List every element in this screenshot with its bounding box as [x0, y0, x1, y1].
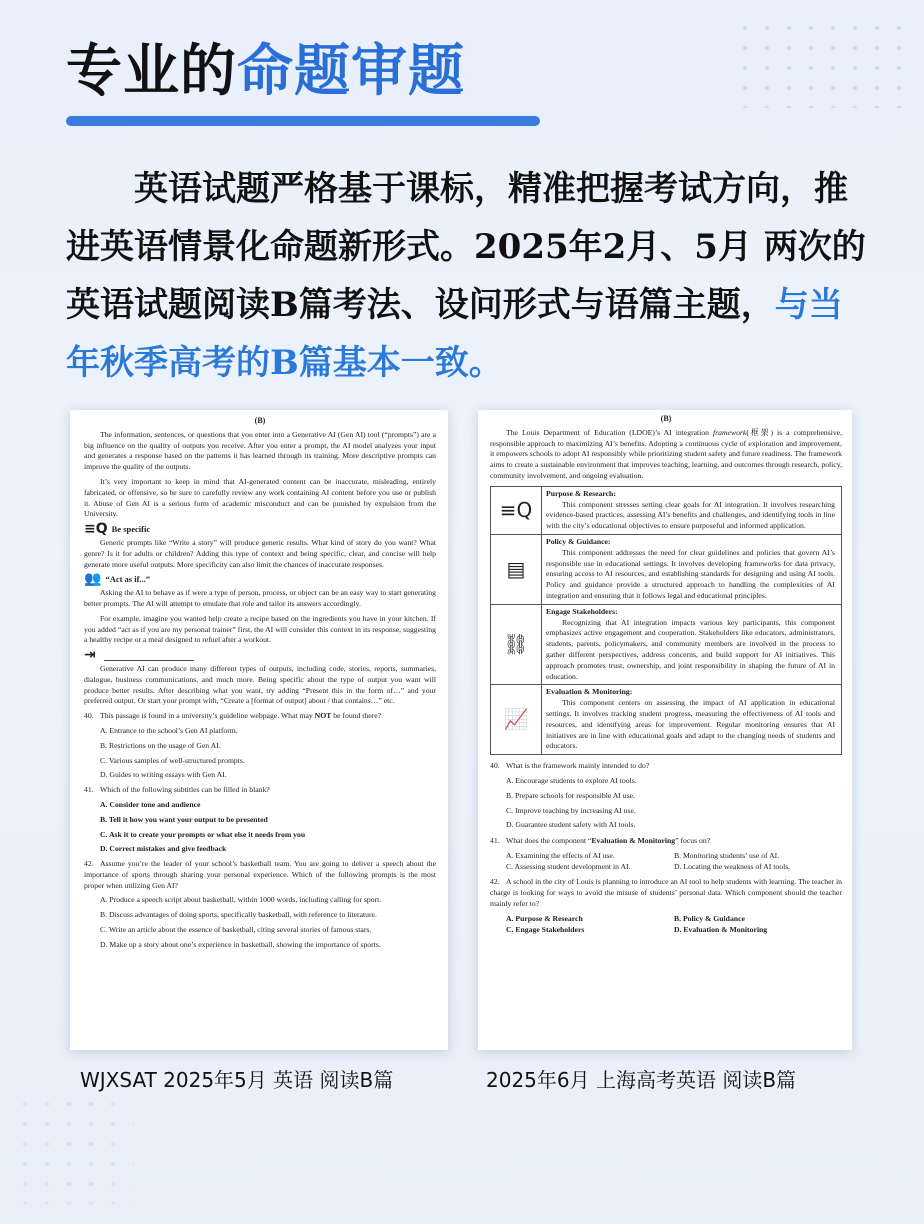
- subtitle-blank: [104, 651, 194, 661]
- export-icon: ⇥: [84, 647, 96, 664]
- title-underline: [66, 116, 540, 126]
- left-q40-opt: A. Entrance to the school’s Gen AI platform.: [100, 725, 238, 735]
- decorative-dots-bottom: [14, 1094, 134, 1204]
- title-part1: 专业的: [66, 39, 237, 104]
- left-p5: For example, imagine you wanted help create a recipe based on the ingredients you have in your kitchen. If you added “act as if you are my personal trainer” first, the AI will consider this context in its response, suggesting a healthy recipe or a meal designed to refuel after a workout.: [84, 613, 436, 645]
- left-p4: Asking the AI to behave as if were a type of person, process, or object can be an easy way to start generating better prompts. The AI will attempt to emulate that role and tailor its answers accordingly.: [84, 588, 436, 608]
- left-p6: Generative AI can produce many different types of outputs, including code, stories, reports, summaries, dialogue, business communications, and much more. Being specific about the type of output you want will produce better results. After describing what you want, try adding “Present this in the form of…” and your preferred output. Or start your prompt with, “Create a [format of output] about / that contains…” etc.: [84, 663, 436, 706]
- left-q42-opt: C. Write an article about the essence of basketball, citing several stories of famous stars.: [100, 925, 372, 935]
- left-q40-opt: B. Restrictions on the usage of Gen AI.: [100, 740, 221, 750]
- right-q41-opts: A. Examining the effects of AI use. B. Monitoring students’ use of AI.: [506, 850, 780, 860]
- left-q41: 41. Which of the following subtitles can be filled in blank?: [84, 785, 270, 795]
- left-heading: (B): [254, 416, 266, 425]
- left-q40-opt: D. Guides to writing essays with Gen AI.: [100, 770, 227, 780]
- right-q41-opts: C. Assessing student development in AI. D. Locating the weakness of AI tools.: [506, 861, 791, 871]
- left-q41-opt: B. Tell it how you want your output to be presented: [100, 814, 268, 824]
- left-sub2: [84, 571, 436, 588]
- search-list-icon: ≡Q: [84, 521, 108, 538]
- right-q40-opt: A. Encourage students to explore AI tools.: [506, 775, 637, 785]
- right-q40-opt: D. Guarantee student safety with AI tools.: [506, 820, 636, 830]
- right-exam-paper: [478, 410, 852, 1050]
- left-p2: It’s very important to keep in mind that AI-generated content can be inaccurate, misleading, entirely fabricated, or offensive, so be sure to carefully review any work containing AI content before you use or publish it. Abuse of Gen AI is a serious form of academic misconduct and can be punished by expulsion from the University.: [84, 476, 436, 519]
- left-q40: 40. This passage is found in a university’s guideline webpage. What may NOT be found there?: [84, 711, 382, 721]
- right-q42-opts: A. Purpose & Research B. Policy & Guidance: [506, 913, 745, 923]
- left-q42-opt: B. Discuss advantages of doing sports, specifically basketball, with reference to literature.: [100, 910, 377, 920]
- link-icon: ⛓: [491, 605, 542, 685]
- group-icon: 👥: [84, 571, 102, 588]
- left-q41-opt: D. Correct mistakes and give feedback: [100, 844, 227, 854]
- table-row: ⛓ Engage Stakeholders: Recognizing that AI integration impacts various key participants, this component emphasizes active engagement and cooperation. Stakeholders like educators, administrators, students, parents, policymakers, and community members are involved in the process to gather different perspectives, address concerns, and build support for AI initiatives. This approach promotes trust, ownership, and joint responsibility in shaping the future of AI in education.: [491, 604, 841, 685]
- left-q42: 42. Assume you’re the leader of your school’s basketball team. You are going to deliver a speech about the importance of sports through sharing your personal experience. Which of the following prompts is the most proper when utilizing Gen AI?: [84, 859, 436, 890]
- table-row: 📈 Evaluation & Monitoring: This component centers on assessing the impact of AI application in educational settings. It involves tracking student progress, measuring the effectiveness of AI tools and resources, and identifying areas for improvement. Regular monitoring ensures that AI initiatives are in line with educational goals and adapt to the changing needs of students and educators.: [491, 684, 841, 754]
- right-q42-opts: C. Engage Stakeholders D. Evaluation & Monitoring: [506, 924, 768, 934]
- left-sub2-text: “Act as if...”: [105, 574, 151, 585]
- right-q40-opt: C. Improve teaching by increasing AI use.: [506, 805, 636, 815]
- intro-highlight: 与当年秋季高考的B篇基本一致。: [66, 285, 843, 383]
- left-q42-opt: D. Make up a story about one’s experience in basketball, showing the importance of sports.: [100, 939, 381, 949]
- decorative-dots-top: [734, 18, 904, 108]
- table-row: ≡Q Purpose & Research: This component stresses setting clear goals for AI integration. It involves researching evidence-based practices, assessing AI’s benefits and challenges, and identifying tools in line with the city’s educational objectives to ensure purposeful and informed application.: [491, 487, 841, 534]
- right-q42: 42. A school in the city of Louis is planning to introduce an AI tool to help students with learning. The teacher in charge is looking for ways to avoid the misuse of students’ personal data. Which component should the teacher mainly refer to?: [490, 877, 842, 909]
- title-part2: 命题审题: [237, 39, 465, 104]
- left-exam-paper: [70, 410, 448, 1050]
- right-q40-opt: B. Prepare schools for responsible AI use.: [506, 790, 635, 800]
- left-p3: Generic prompts like “Write a story” will produce generic results. What kind of story do you want? What genre? Is it for adults or children? Adding this type of context and being specific, clear, and concise will help generate more useful outputs. More specificity can also limit the chances of inaccurate responses.: [84, 537, 436, 569]
- right-intro: The Louis Department of Education (LDOE)’s AI integration framework(框架) is a comprehensive, responsible approach to maximizing AI’s benefits. Adopting a continuous cycle of exploration and improvement, it empowers schools to adopt AI responsibly while prioritizing student safety and future readiness. The framework aims to create a sustainable environment that improves teaching, learning, and outcomes through research, policy, community involvement, and ongoing evaluation.: [490, 427, 843, 480]
- right-q41: 41. What does the component “Evaluation & Monitoring” focus on?: [490, 836, 711, 846]
- left-sub1: [84, 521, 436, 538]
- left-q42-opt: A. Produce a speech script about basketball, within 1000 words, including calling for sport.: [100, 895, 382, 905]
- left-caption: WJXSAT 2025年5月 英语 阅读B篇: [80, 1068, 394, 1092]
- left-q41-opt: A. Consider tone and audience: [100, 799, 201, 809]
- left-q40-opt: C. Various samples of well-structured prompts.: [100, 755, 245, 765]
- left-sub3: [84, 647, 436, 664]
- right-heading: (B): [660, 414, 672, 423]
- document-icon: ▤: [491, 535, 542, 604]
- line-chart-icon: 📈: [491, 685, 542, 754]
- table-row: ▤ Policy & Guidance: This component addresses the need for clear guidelines and policies that govern AI’s responsible use in educational settings. It involves developing frameworks for data privacy, ensuring access to AI resources, and establishing standards for designing and using AI tools. Policy and guidance provide a structured approach to handling the complexities of AI integration and ensuring that it follows legal and educational principles.: [491, 534, 841, 604]
- left-sub1-text: Be specific: [111, 524, 151, 535]
- left-q41-opt: C. Ask it to create your prompts or what else it needs from you: [100, 829, 306, 839]
- left-p1: The information, sentences, or questions that you enter into a Generative AI (Gen AI) tool (“prompts”) are a big influence on the quality of outputs you receive. After you enter a prompt, the AI model analyzes your input and generates a response based on the patterns it has learned through its training. More descriptive prompts can improve the quality of the outputs.: [84, 429, 436, 472]
- intro-text: 英语试题严格基于课标，精准把握考试方向，推进英语情景化命题新形式。2025年2月、5月 两次的英语试题阅读B篇考法、设问形式与语篇主题，: [66, 169, 866, 325]
- search-list-icon: ≡Q: [491, 487, 542, 534]
- framework-table: [490, 486, 842, 755]
- page-title: [66, 36, 465, 108]
- intro-paragraph: [66, 160, 866, 392]
- right-q40: 40. What is the framework mainly intended to do?: [490, 761, 650, 771]
- right-caption: 2025年6月 上海高考英语 阅读B篇: [486, 1068, 797, 1092]
